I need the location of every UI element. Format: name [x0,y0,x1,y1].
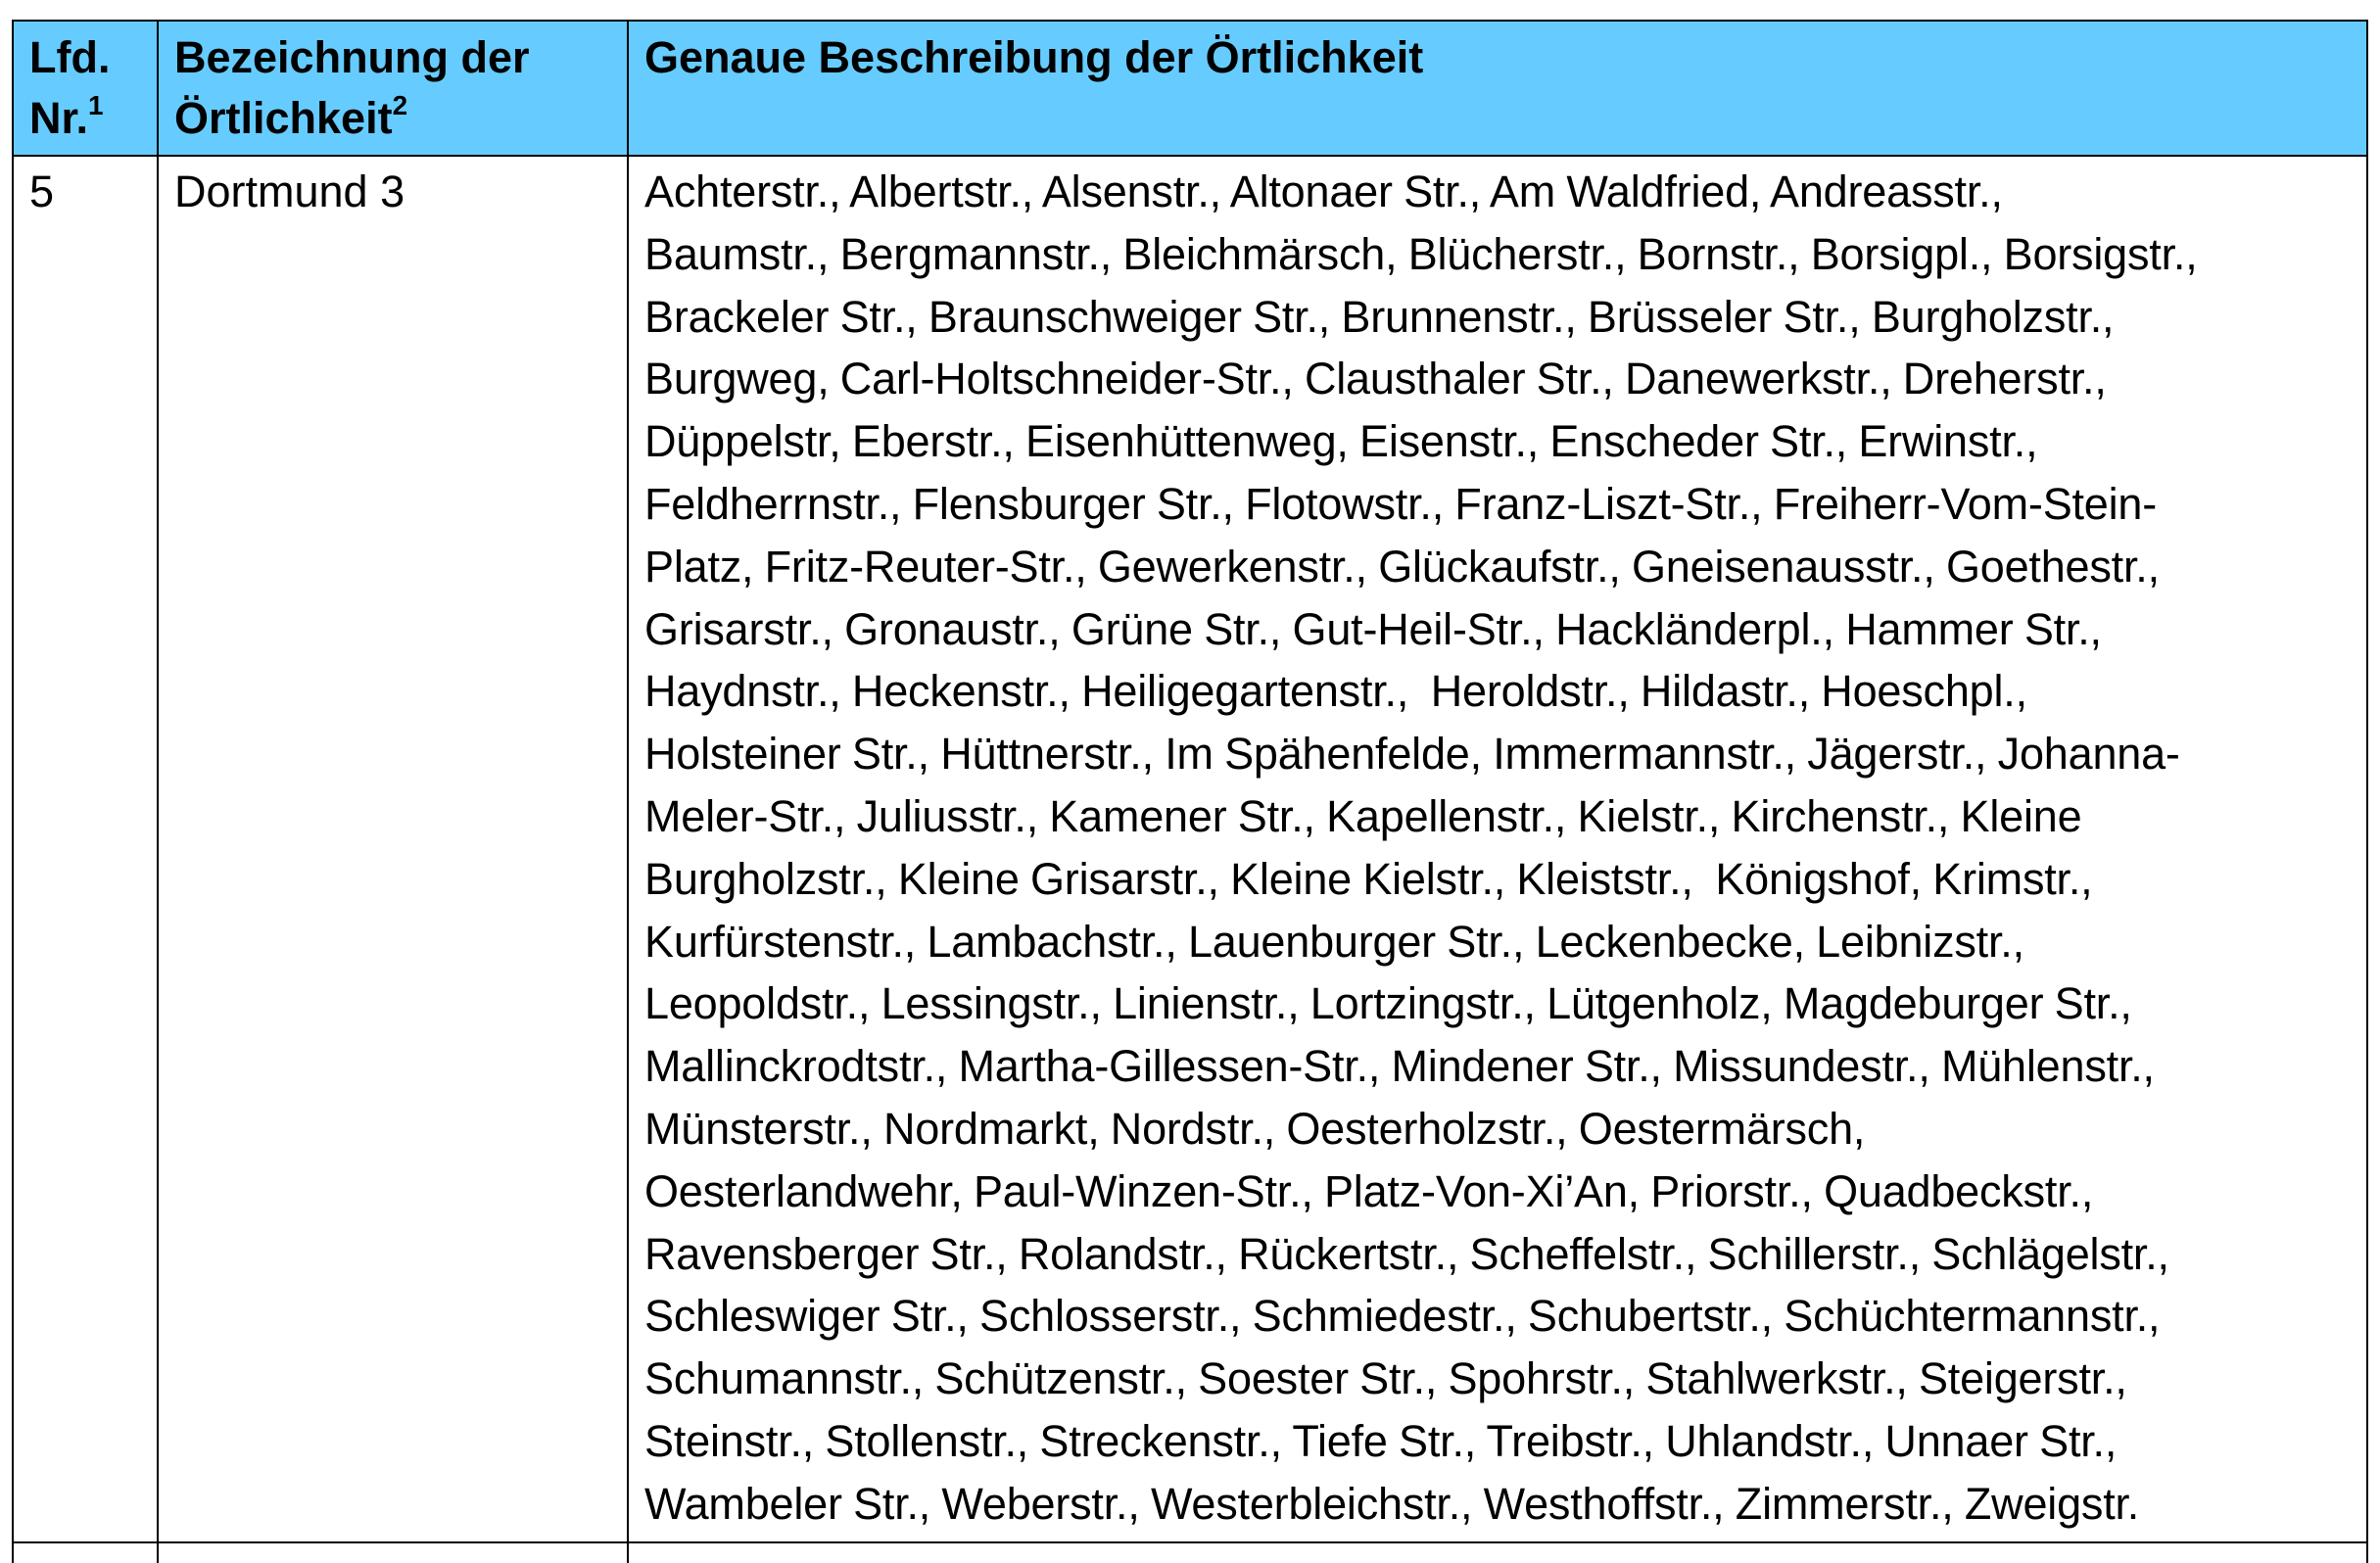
header-nr-label: Nr. [29,93,89,143]
description-line: Burgweg, Carl-Holtschneider-Str., Clausthaler Str., Danewerkstr., Dreherstr., [644,354,2107,404]
table-row [13,156,2367,1542]
footnote-marker-1: 1 [88,90,104,121]
description-line: Düppelstr, Eberstr., Eisenhüttenweg, Eisenstr., Enscheder Str., Erwinstr., [644,416,2038,467]
header-beschreibung: Genaue Beschreibung der Örtlichkeit [628,21,2367,156]
description-line: Leopoldstr., Lessingstr., Linienstr., Lortzingstr., Lütgenholz, Magdeburger Str., [644,978,2132,1029]
header-bezeichnung-label: Bezeichnung der [174,32,530,82]
table-header-row [13,21,2367,156]
description-line: Feldherrnstr., Flensburger Str., Flotowstr., Franz-Liszt-Str., Freiherr-Vom-Stein- [644,478,2158,529]
description-line: Schleswiger Str., Schlosserstr., Schmiedestr., Schubertstr., Schüchtermannstr., [644,1291,2161,1342]
next-row-nr-cell [13,1542,158,1563]
description-line: Grisarstr., Gronaustr., Grüne Str., Gut-Heil-Str., Hackländerpl., Hammer Str., [644,603,2102,654]
description-line: Wambeler Str., Weberstr., Westerbleichstr., Westhoffstr., Zimmerstr., Zweigstr. [644,1478,2140,1529]
footnote-marker-2: 2 [392,90,408,121]
next-table-row [13,1542,2367,1563]
next-row-description-cell [628,1542,2367,1563]
row-description-cell [628,156,2367,1542]
next-row-name-cell [158,1542,628,1563]
description-line: Oesterlandwehr, Paul-Winzen-Str., Platz-Von-Xi’An, Priorstr., Quadbeckstr., [644,1165,2094,1216]
description-line: Münsterstr., Nordmarkt, Nordstr., Oesterholzstr., Oestermärsch, [644,1103,1866,1154]
description-line: Mallinckrodtstr., Martha-Gillessen-Str., Mindener Str., Missundestr., Mühlenstr., [644,1041,2155,1092]
description-line: Haydnstr., Heckenstr., Heiligegartenstr., Heroldstr., Hildastr., Hoeschpl., [644,666,2027,717]
description-line: Burgholzstr., Kleine Grisarstr., Kleine Kielstr., Kleiststr., Königshof, Krimstr., [644,853,2093,904]
description-line: Meler-Str., Juliusstr., Kamener Str., Kapellenstr., Kielstr., Kirchenstr., Kleine [644,790,2082,841]
header-lfd-label: Lfd. [29,32,111,82]
header-oertlichkeit-label: Örtlichkeit [174,93,393,143]
description-line: Ravensberger Str., Rolandstr., Rückertstr., Scheffelstr., Schillerstr., Schlägelstr., [644,1228,2169,1279]
description-line: Achterstr., Albertstr., Alsenstr., Altonaer Str., Am Waldfried, Andreasstr., [644,166,2003,216]
row-nr-cell: 5 [13,156,158,1542]
header-lfd-nr [13,21,158,156]
header-bezeichnung [158,21,628,156]
description-line: Holsteiner Str., Hüttnerstr., Im Spähenfelde, Immermannstr., Jägerstr., Johanna- [644,729,2180,780]
description-line: Kurfürstenstr., Lambachstr., Lauenburger Str., Leckenbecke, Leibnizstr., [644,916,2024,967]
description-line: Brackeler Str., Braunschweiger Str., Brunnenstr., Brüsseler Str., Burgholzstr., [644,291,2115,342]
description-line: Steinstr., Stollenstr., Streckenstr., Tiefe Str., Treibstr., Uhlandstr., Unnaer Str., [644,1415,2118,1466]
description-line: Baumstr., Bergmannstr., Bleichmärsch, Blücherstr., Bornstr., Borsigpl., Borsigstr., [644,228,2198,279]
locations-table [12,20,2368,1563]
description-line: Platz, Fritz-Reuter-Str., Gewerkenstr., Glückaufstr., Gneisenausstr., Goethestr., [644,541,2160,592]
row-name-cell: Dortmund 3 [158,156,628,1542]
description-line: Schumannstr., Schützenstr., Soester Str., Spohrstr., Stahlwerkstr., Steigerstr., [644,1353,2127,1404]
